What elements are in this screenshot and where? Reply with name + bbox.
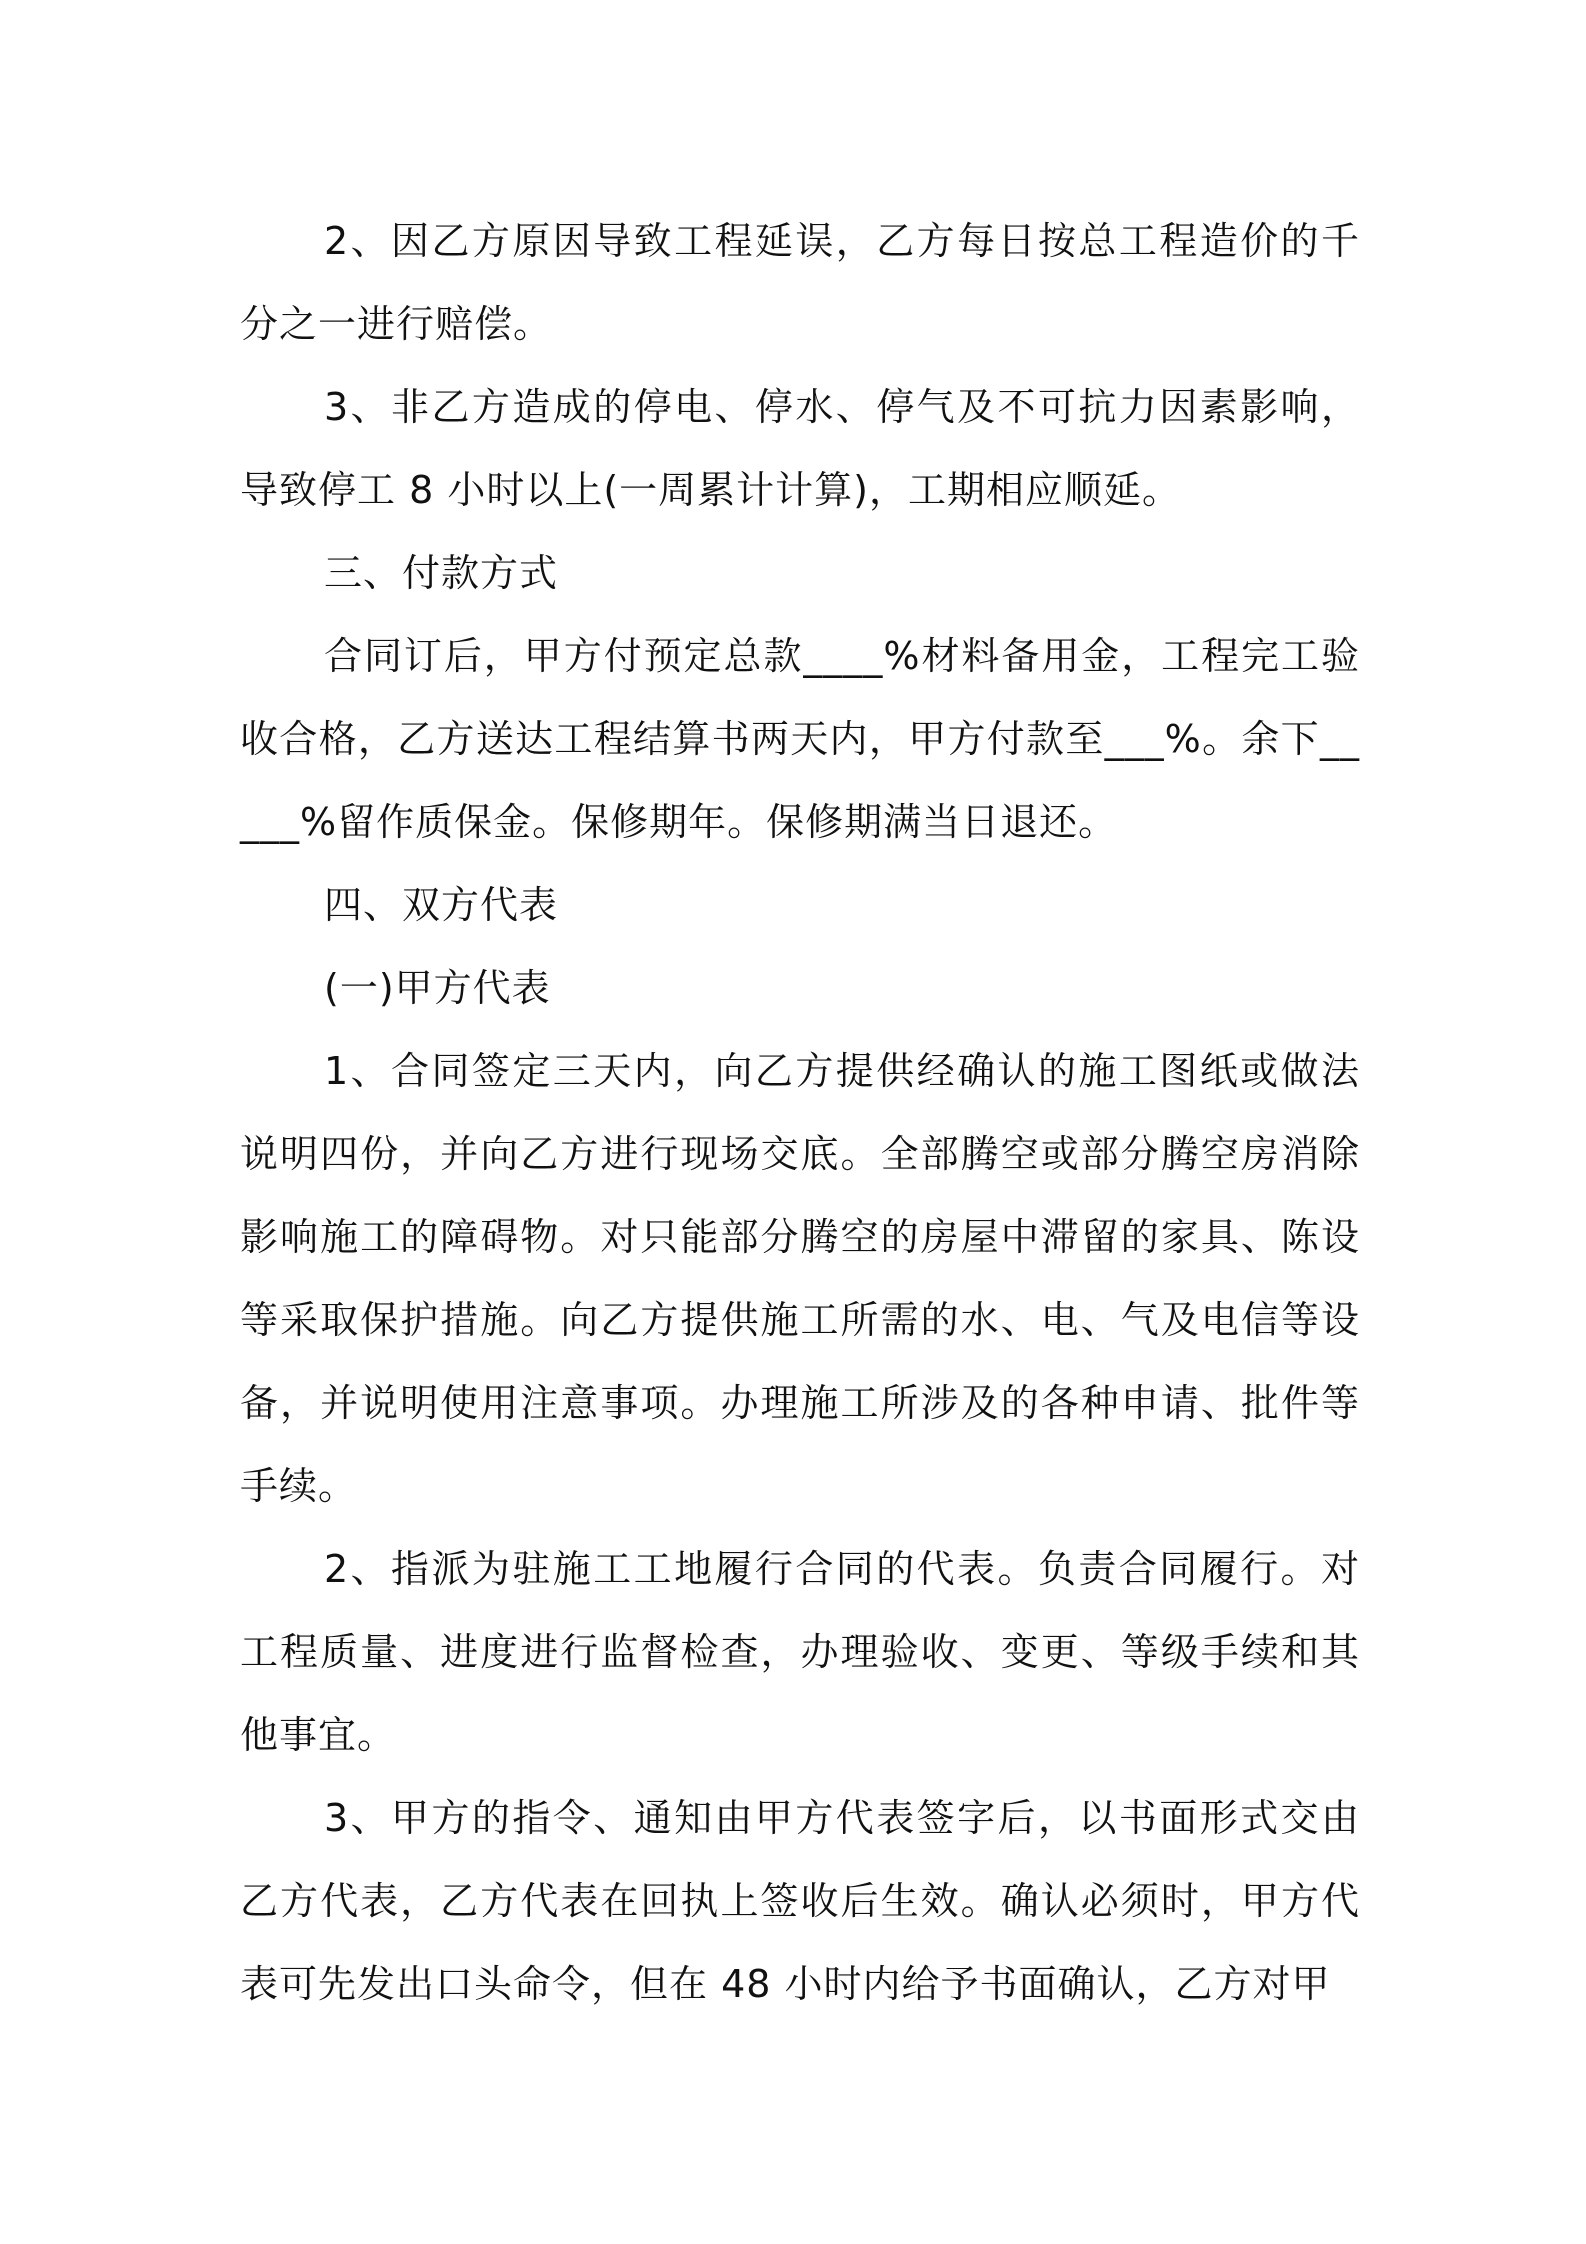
paragraph-party-a-duty-2: 2、指派为驻施工工地履行合同的代表。负责合同履行。对工程质量、进度进行监督检查，办理验收、变更、等级手续和其他事宜。	[240, 1547, 1360, 1757]
section-heading-payment: 三、付款方式	[324, 551, 559, 595]
paragraph-party-a-duty-3: 3、甲方的指令、通知由甲方代表签字后，以书面形式交由乙方代表，乙方代表在回执上签收后生效。确认必须时，甲方代表可先发出口头命令，但在 48 小时内给予书面确认，乙方对甲	[240, 1796, 1360, 2006]
paragraph-outage-extension: 3、非乙方造成的停电、停水、停气及不可抗力因素影响，导致停工 8 小时以上(一周累计计算)，工期相应顺延。	[240, 385, 1360, 512]
paragraph-party-a-duty-1: 1、合同签定三天内，向乙方提供经确认的施工图纸或做法说明四份，并向乙方进行现场交底。全部腾空或部分腾空房消除影响施工的障碍物。对只能部分腾空的房屋中滞留的家具、陈设等采取保护措施。向乙方提供施工所需的水、电、气及电信等设备，并说明使用注意事项。办理施工所涉及的各种申请、批件等手续。	[240, 1049, 1360, 1508]
paragraph-payment-terms: 合同订后，甲方付预定总款____%材料备用金，工程完工验收合格，乙方送达工程结算书两天内，甲方付款至___%。余下_____%留作质保金。保修期年。保修期满当日退还。	[240, 634, 1360, 844]
subsection-heading-party-a: (一)甲方代表	[324, 966, 551, 1010]
section-heading-representatives: 四、双方代表	[324, 883, 559, 927]
paragraph-delay-compensation: 2、因乙方原因导致工程延误，乙方每日按总工程造价的千分之一进行赔偿。	[240, 219, 1360, 346]
document-body	[240, 200, 1360, 2026]
